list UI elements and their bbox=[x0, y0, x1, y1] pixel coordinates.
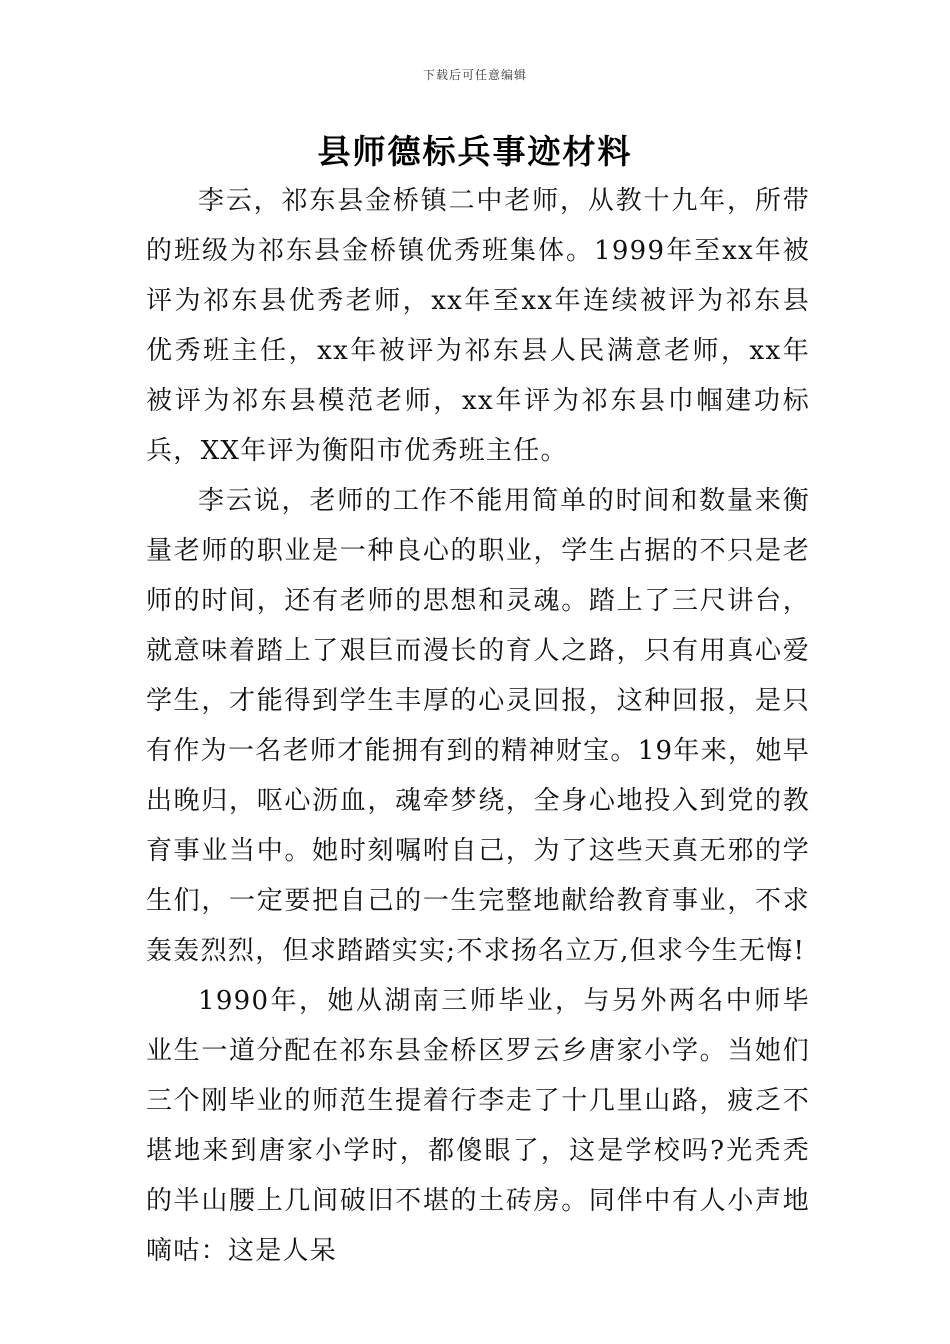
document-body bbox=[146, 176, 810, 1276]
paragraph-2: 李云说，老师的工作不能用简单的时间和数量来衡量老师的职业是一种良心的职业，学生占据的不只是老师的时间，还有老师的思想和灵魂。踏上了三尺讲台，就意味着踏上了艰巨而漫长的育人之路，只有用真心爱学生，才能得到学生丰厚的心灵回报，这种回报，是只有作为一名老师才能拥有到的精神财宝。19年来，她早出晚归，呕心沥血，魂牵梦绕，全身心地投入到党的教育事业当中。她时刻嘱咐自己，为了这些天真无邪的学生们，一定要把自己的一生完整地献给教育事业，不求轰轰烈烈，但求踏踏实实;不求扬名立万,但求今生无悔! bbox=[146, 486, 810, 966]
paragraph-1: 李云，祁东县金桥镇二中老师，从教十九年，所带的班级为祁东县金桥镇优秀班集体。1999年至xx年被评为祁东县优秀老师，xx年至xx年连续被评为祁东县优秀班主任，xx年被评为祁东县人民满意老师，xx年被评为祁东县模范老师，xx年评为祁东县巾帼建功标兵，XX年评为衡阳市优秀班主任。 bbox=[146, 186, 810, 466]
document-title: 县师德标兵事迹材料 bbox=[317, 132, 633, 171]
header-note: 下载后可任意编辑 bbox=[422, 68, 527, 82]
paragraph-3: 1990年，她从湖南三师毕业，与另外两名中师毕业生一道分配在祁东县金桥区罗云乡唐家小学。当她们三个刚毕业的师范生提着行李走了十几里山路，疲乏不堪地来到唐家小学时，都傻眼了，这是学校吗?光秃秃的半山腰上几间破旧不堪的土砖房。同伴中有人小声地嘀咕：这是人呆 bbox=[146, 986, 810, 1266]
